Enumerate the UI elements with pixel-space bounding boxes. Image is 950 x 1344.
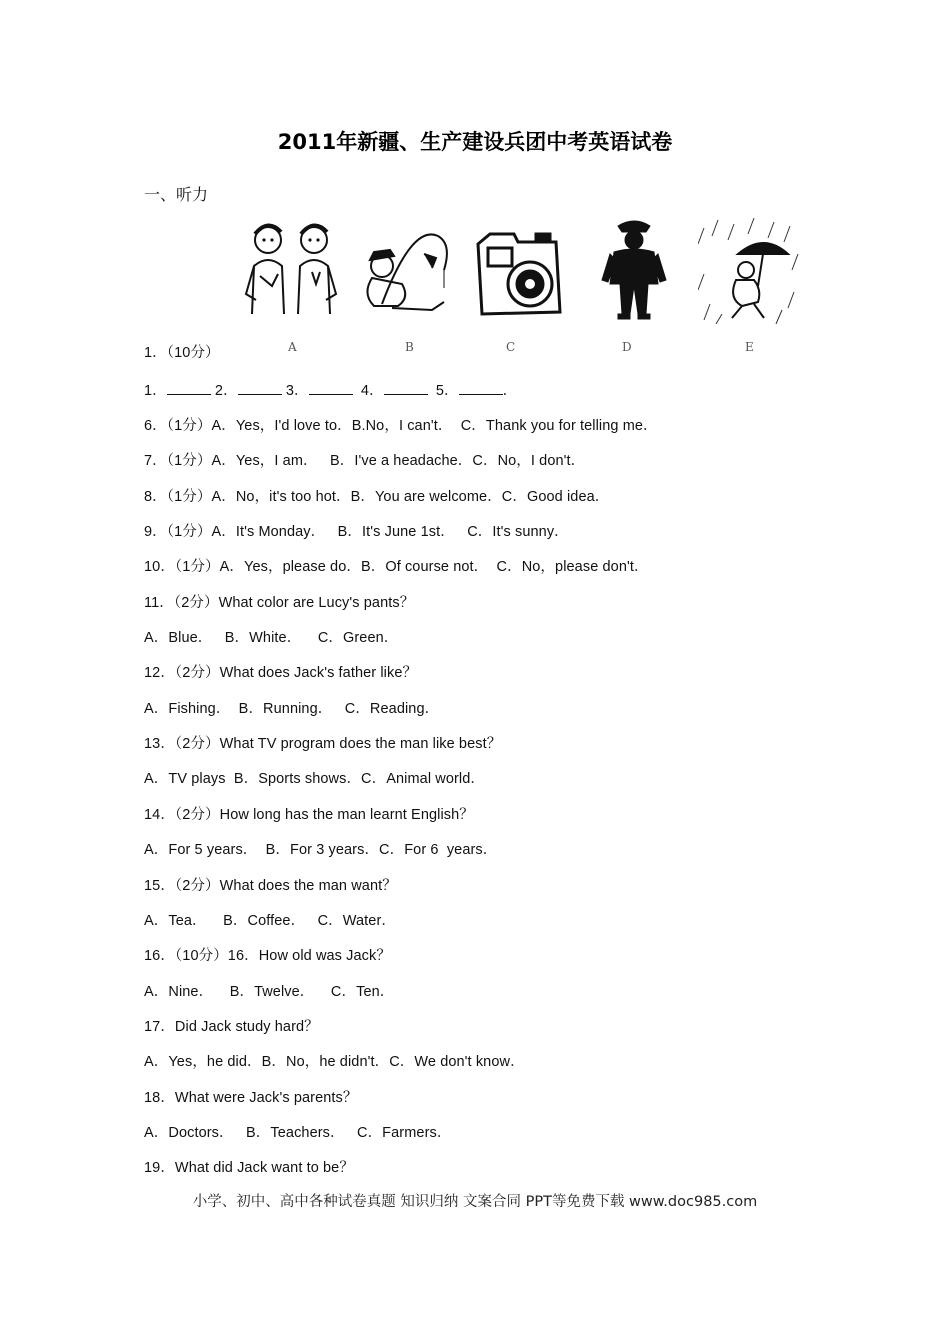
blank-2[interactable]: [238, 382, 282, 395]
picture-row: [232, 214, 792, 326]
question-line: 17．Did Jack study hard？: [144, 1019, 319, 1035]
blank-end: ．: [502, 383, 518, 399]
picture-letter-c: C: [506, 340, 516, 354]
blank-4-label: 4．: [360, 383, 384, 399]
page-footer: 小学、初中、高中各种试卷真题 知识归纳 文案合同 PPT等免费下载 www.doc985.com: [192, 1194, 758, 1210]
blank-5-label: 5．: [435, 383, 459, 399]
question-line: 8．（1分）A．No，it's too hot．B．You are welcome．C．Good idea．: [144, 489, 610, 505]
blank-5[interactable]: [459, 382, 503, 395]
policeman-icon: [584, 214, 688, 324]
options-line: A．Yes，he did．B．No，he didn't．C．We don't know．: [144, 1054, 525, 1070]
blank-4[interactable]: [384, 382, 428, 395]
blank-2-label: 2．: [214, 383, 238, 399]
picture-letter-a: A: [288, 340, 297, 354]
options-line: A．Fishing． B．Running． C．Reading．: [144, 701, 440, 717]
question-line: 7．（1分）A．Yes，I am． B．I've a headache．C．No，I don't．: [144, 453, 586, 469]
options-line: A．Blue． B．White． C．Green．: [144, 630, 399, 646]
options-line: A．Doctors． B．Teachers． C．Farmers．: [144, 1125, 452, 1141]
blank-3[interactable]: [309, 382, 353, 395]
blank-1[interactable]: [167, 382, 211, 395]
options-line: A．TV plays B．Sports shows．C．Animal world．: [144, 771, 486, 787]
picture-letter-d: D: [622, 340, 632, 354]
question-line: 18．What were Jack's parents？: [144, 1090, 358, 1106]
question-line: 16．（10分）16．How old was Jack？: [144, 948, 391, 964]
fishing-man-icon: [352, 214, 456, 324]
question-line: 13．（2分）What TV program does the man like best？: [144, 736, 502, 752]
picture-letter-e: E: [745, 340, 754, 354]
blank-3-label: 3．: [285, 383, 309, 399]
page-title: 2011年新疆、生产建设兵团中考英语试卷: [277, 130, 673, 154]
camera-icon: [468, 214, 572, 324]
question-line: 6．（1分）A．Yes，I'd love to．B.No，I can't． C．Thank you for telling me．: [144, 418, 658, 434]
question-line: 12．（2分）What does Jack's father like？: [144, 665, 418, 681]
picture-letters: [0, 340, 950, 360]
blank-1-label: 1．: [144, 383, 167, 399]
options-line: A．For 5 years． B．For 3 years．C．For 6 years．: [144, 842, 498, 858]
question-line: 10．（1分）A．Yes，please do．B．Of course not． C．No，please don't．: [144, 559, 649, 575]
answer-blanks: [144, 379, 517, 400]
question-1-header: 1．（10分）: [144, 345, 220, 361]
options-line: A．Tea． B．Coffee． C．Water．: [144, 913, 396, 929]
question-line: 14．（2分）How long has the man learnt English？: [144, 807, 474, 823]
picture-letter-b: B: [405, 340, 414, 354]
question-line: 15．（2分）What does the man want？: [144, 878, 397, 894]
options-line: A．Nine． B．Twelve． C．Ten．: [144, 984, 395, 1000]
question-line: 11．（2分）What color are Lucy's pants？: [144, 595, 415, 611]
section-heading: 一、听力: [144, 185, 209, 204]
question-line: 19．What did Jack want to be？: [144, 1160, 354, 1176]
rain-umbrella-icon: [698, 214, 802, 324]
two-men-icon: [238, 214, 342, 324]
question-line: 9．（1分）A．It's Monday． B．It's June 1st． C．It's sunny．: [144, 524, 569, 540]
